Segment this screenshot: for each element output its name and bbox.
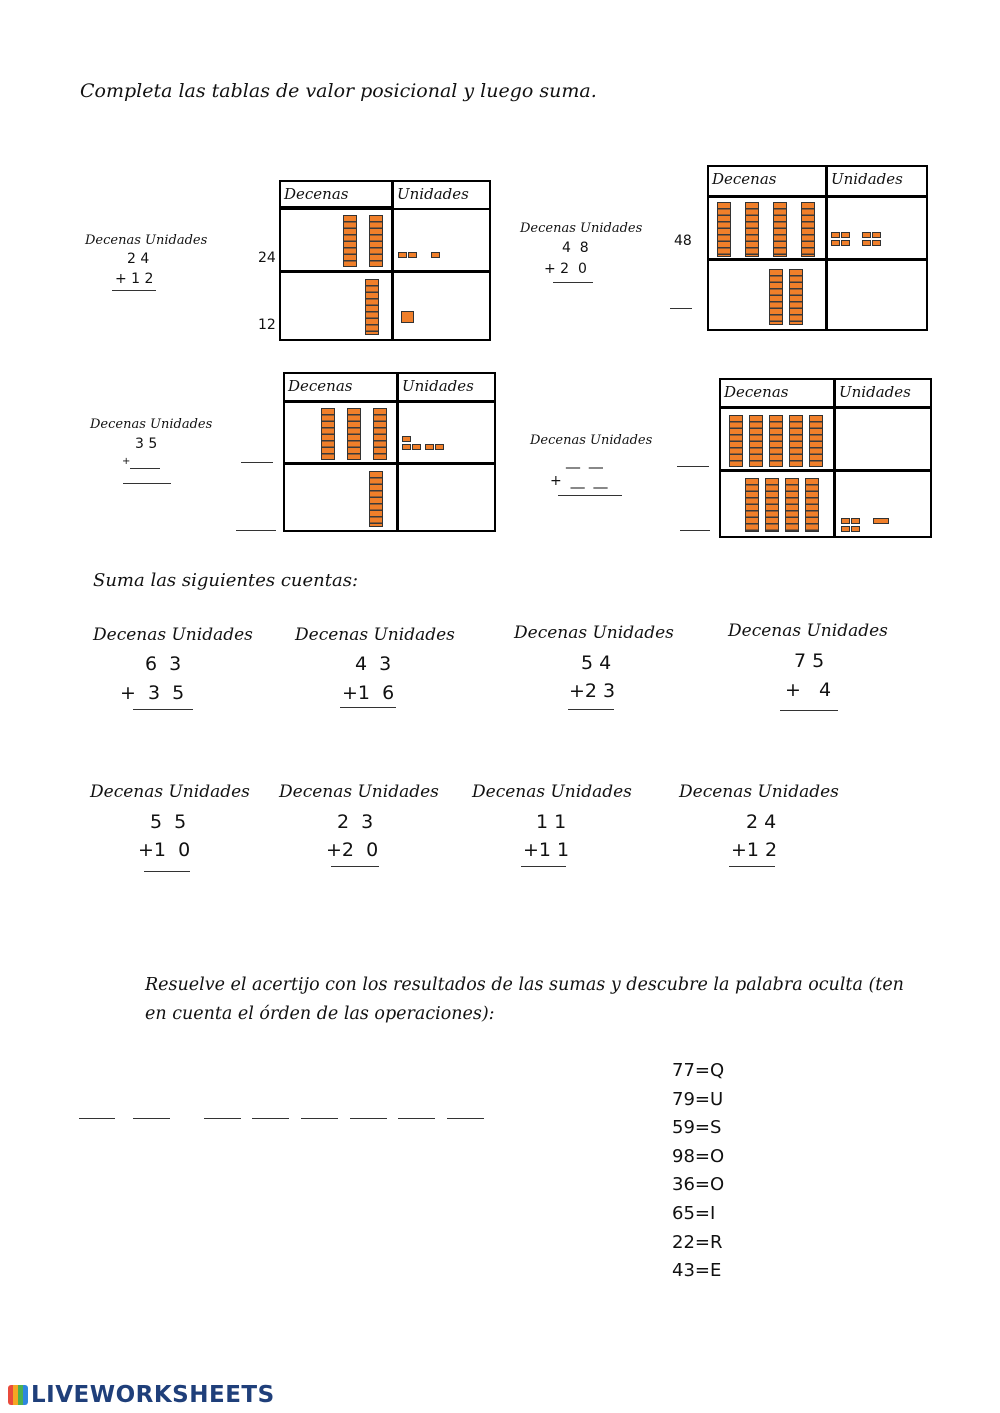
tens-cell-row1 xyxy=(283,401,398,464)
unit-cube xyxy=(862,240,871,246)
units-header: Unidades xyxy=(392,180,491,210)
ten-rod xyxy=(805,478,819,532)
ten-rod xyxy=(789,415,803,467)
ten-rod xyxy=(789,269,803,325)
units-header: Unidades xyxy=(826,165,928,197)
tens-cell-row2 xyxy=(283,463,398,532)
ten-rod xyxy=(373,408,387,460)
ten-rod xyxy=(365,279,379,335)
ex4-top-number: __ __ xyxy=(566,453,603,469)
ten-rod xyxy=(769,415,783,467)
unit-cube xyxy=(851,526,860,532)
sum-exercise-6 xyxy=(279,782,459,861)
sum-bottom: +1 0 xyxy=(138,839,191,861)
unit-cube xyxy=(398,252,407,258)
ten-rod xyxy=(745,202,759,257)
ten-rod xyxy=(321,408,335,460)
sum-exercise-5 xyxy=(90,782,270,861)
unit-cube xyxy=(431,252,440,258)
sum-top: 1 1 xyxy=(536,811,567,833)
ex1-sum-line xyxy=(112,290,156,291)
units-header: Unidades xyxy=(834,378,932,408)
sum-line xyxy=(340,707,396,708)
sum-line xyxy=(780,710,838,711)
tens-header: Decenas xyxy=(719,378,835,408)
key-entry: 65=I xyxy=(672,1202,716,1224)
ten-rod xyxy=(369,471,383,527)
sum-top: 2 4 xyxy=(746,811,777,833)
key-entry: 79=U xyxy=(672,1088,724,1110)
tens-cell-row2 xyxy=(719,470,835,538)
sum-bottom: +1 6 xyxy=(342,682,395,704)
tens-cell-row2 xyxy=(707,259,827,331)
riddle-key xyxy=(672,1057,724,1286)
sum-exercise-7 xyxy=(472,782,652,861)
ex2-column-header: Decenas Unidades xyxy=(520,221,643,236)
sum-bottom: +2 3 xyxy=(569,680,616,702)
sum-exercise-4 xyxy=(728,621,908,701)
sum-exercise-3 xyxy=(514,623,694,702)
sum-header: Decenas Unidades xyxy=(472,782,632,802)
unit-cube xyxy=(831,232,840,238)
unit-cube xyxy=(872,232,881,238)
ex2-top-number: 4 8 xyxy=(562,240,589,256)
ex1-column-header: Decenas Unidades xyxy=(85,233,208,248)
riddle-blank-5[interactable] xyxy=(301,1118,338,1119)
unit-cube xyxy=(412,444,421,450)
unit-cube xyxy=(401,311,414,323)
key-entry: 59=S xyxy=(672,1117,722,1139)
unit-cube xyxy=(435,444,444,450)
units-cell-row1 xyxy=(392,208,491,272)
unit-cube xyxy=(425,444,434,450)
ex4-sum-line xyxy=(558,495,622,496)
unit-cube xyxy=(402,444,411,450)
ten-rod xyxy=(801,202,815,257)
ex4-column-header: Decenas Unidades xyxy=(530,433,653,448)
ex2-side-top: 48 xyxy=(674,233,692,249)
sum-header: Decenas Unidades xyxy=(90,782,250,802)
sum-top: 7 5 xyxy=(794,650,825,672)
instruction-part3-line1: Resuelve el acertijo con los resultados de las sumas y descubre la palabra oculta (ten xyxy=(145,975,904,995)
tens-cell-row1 xyxy=(279,208,393,272)
ex2-bottom-number: + 2 0 xyxy=(544,261,587,277)
sum-line xyxy=(144,871,190,872)
key-entry: 36=O xyxy=(672,1174,725,1196)
unit-cube xyxy=(841,526,850,532)
ex3-side-top-blank[interactable] xyxy=(241,462,273,463)
ex4-side-bottom-blank[interactable] xyxy=(680,530,710,531)
ex1-side-bottom: 12 xyxy=(258,317,276,333)
ex1-side-top: 24 xyxy=(258,250,276,266)
instruction-part1: Completa las tablas de valor posicional y luego suma. xyxy=(80,80,597,102)
riddle-blank-7[interactable] xyxy=(398,1118,435,1119)
ex3-side-bottom-blank[interactable] xyxy=(236,530,276,531)
riddle-blank-8[interactable] xyxy=(447,1118,484,1119)
sum-bottom: + 4 xyxy=(785,679,832,701)
ten-rod xyxy=(809,415,823,467)
unit-cube xyxy=(872,240,881,246)
units-cell-row1[interactable] xyxy=(834,407,932,471)
sum-exercise-8 xyxy=(679,782,859,861)
ten-rod xyxy=(785,478,799,532)
sum-header: Decenas Unidades xyxy=(93,625,253,645)
ex4-side-top-blank[interactable] xyxy=(677,466,709,467)
riddle-blank-6[interactable] xyxy=(350,1118,387,1119)
ten-rod xyxy=(749,415,763,467)
instruction-part3-line2: en cuenta el órden de las operaciones): xyxy=(145,1004,495,1024)
ten-rod xyxy=(773,202,787,257)
riddle-blank-1[interactable] xyxy=(79,1118,115,1119)
riddle-blank-3[interactable] xyxy=(204,1118,241,1119)
sum-line xyxy=(331,866,379,867)
unit-cube xyxy=(831,240,840,246)
sum-line xyxy=(568,709,614,710)
ex2-sum-line xyxy=(553,282,593,283)
ex3-sum-line xyxy=(123,483,171,484)
liveworksheets-icon xyxy=(8,1385,28,1405)
ten-rod xyxy=(347,408,361,460)
units-cell-row2 xyxy=(834,470,932,538)
sum-line xyxy=(729,866,775,867)
ten-rod xyxy=(765,478,779,532)
tens-header: Decenas xyxy=(707,165,827,197)
ex3-answer-blank[interactable] xyxy=(130,468,160,469)
sum-bottom: +1 1 xyxy=(523,839,570,861)
units-cell-row2[interactable] xyxy=(397,463,496,532)
tens-header: Decenas xyxy=(283,372,398,402)
key-entry: 98=O xyxy=(672,1145,725,1167)
sum-top: 6 3 xyxy=(145,653,182,675)
ten-rod xyxy=(745,478,759,532)
sum-header: Decenas Unidades xyxy=(728,621,888,641)
ex1-bottom-number: + 1 2 xyxy=(115,271,154,287)
key-entry: 22=R xyxy=(672,1231,723,1253)
unit-cube xyxy=(862,232,871,238)
unit-cube xyxy=(851,518,860,524)
unit-cube xyxy=(873,518,889,524)
sum-line xyxy=(133,709,193,710)
tens-cell-row1 xyxy=(719,407,835,471)
riddle-blank-4[interactable] xyxy=(252,1118,289,1119)
ten-rod xyxy=(369,215,383,267)
tens-cell-row2 xyxy=(279,271,393,341)
ten-rod xyxy=(343,215,357,267)
ex4-bottom-number: + __ __ xyxy=(550,473,608,489)
ex3-bottom-number: + xyxy=(122,456,131,467)
unit-cube xyxy=(402,436,411,442)
sum-top: 2 3 xyxy=(337,811,374,833)
sum-line xyxy=(521,866,566,867)
sum-top: 5 4 xyxy=(581,652,612,674)
tens-cell-row1 xyxy=(707,196,827,260)
sum-header: Decenas Unidades xyxy=(679,782,839,802)
ten-rod xyxy=(729,415,743,467)
sum-exercise-2 xyxy=(295,625,475,704)
ex3-column-header: Decenas Unidades xyxy=(90,417,213,432)
tens-header: Decenas xyxy=(279,180,393,208)
key-entry: 77=Q xyxy=(672,1060,725,1081)
units-cell-row1 xyxy=(397,401,496,464)
sum-top: 5 5 xyxy=(150,811,187,833)
sum-header: Decenas Unidades xyxy=(295,625,455,645)
units-cell-row2 xyxy=(392,271,491,341)
riddle-blank-2[interactable] xyxy=(133,1118,170,1119)
sum-exercise-1 xyxy=(93,625,273,704)
unit-cube xyxy=(841,518,850,524)
sum-bottom: +1 2 xyxy=(731,839,778,861)
units-cell-row1 xyxy=(826,196,928,260)
sum-header: Decenas Unidades xyxy=(514,623,674,643)
liveworksheets-logo[interactable] xyxy=(8,1382,275,1408)
ex1-top-number: 2 4 xyxy=(127,251,150,267)
sum-bottom: + 3 5 xyxy=(120,682,185,704)
unit-cube xyxy=(841,240,850,246)
sum-header: Decenas Unidades xyxy=(279,782,439,802)
unit-cube xyxy=(408,252,417,258)
ten-rod xyxy=(717,202,731,257)
sum-bottom: +2 0 xyxy=(326,839,379,861)
sum-top: 4 3 xyxy=(355,653,392,675)
key-entry: 43=E xyxy=(672,1260,722,1282)
units-cell-row2[interactable] xyxy=(826,259,928,331)
ex3-top-number: 3 5 xyxy=(135,436,158,452)
ex2-side-bottom-blank xyxy=(670,308,692,309)
ten-rod xyxy=(769,269,783,325)
brand-text: LIVEWORKSHEETS xyxy=(31,1382,275,1408)
units-header: Unidades xyxy=(397,372,496,402)
instruction-part2: Suma las siguientes cuentas: xyxy=(93,570,359,591)
unit-cube xyxy=(841,232,850,238)
